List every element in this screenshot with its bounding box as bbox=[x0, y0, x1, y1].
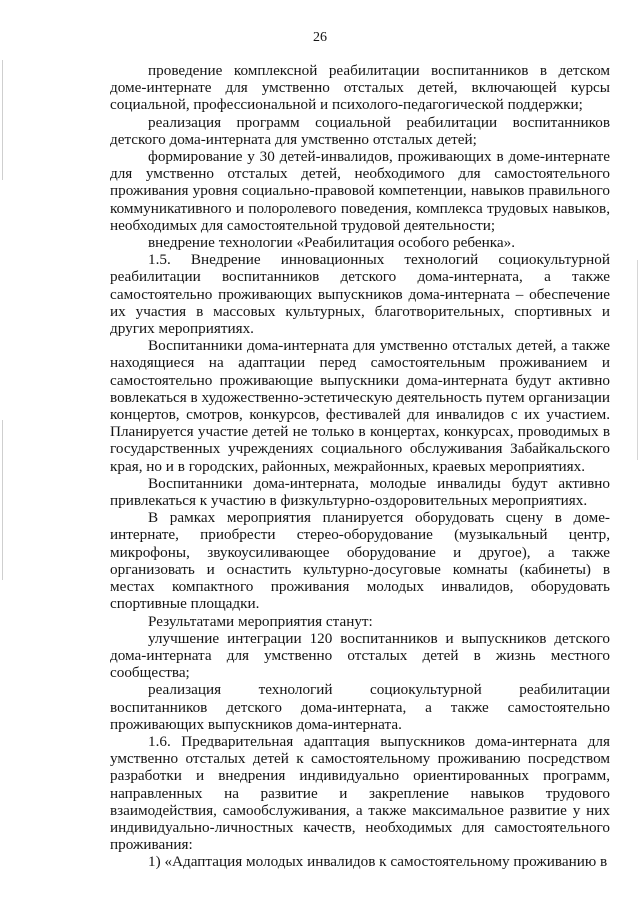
scan-edge-left bbox=[2, 60, 3, 180]
paragraph: реализация технологий социокультурной реабилитации воспитанников детского дома-интерната, а также самостоятельно проживающих выпускников дома-интерната. bbox=[110, 681, 610, 733]
scan-edge-right bbox=[637, 260, 638, 460]
paragraph: В рамках мероприятия планируется оборудовать сцену в доме-интернате, приобрести стерео-оборудование (музыкальный центр, микрофоны, звукоусиливающее оборудование и другое), а также организовать и оснастить культурно-досуговые комнаты (кабинеты) в местах компактного проживания молодых инвалидов, оборудовать спортивные площадки. bbox=[110, 509, 610, 613]
paragraph: Воспитанники дома-интерната, молодые инвалиды будут активно привлекаться к участию в физкультурно-оздоровительных мероприятиях. bbox=[110, 474, 610, 510]
paragraph: Воспитанники дома-интерната для умственно отсталых детей, а также находящиеся на адаптации перед самостоятельным проживанием и самостоятельно проживающие выпускники дома-интерната будут активно вовлекаться в художественно-эстетическую деятельность путем организации концертов, смотров, конкурсов, фестивалей для инвалидов с их участием. Планируется участие детей не только в концертах, конкурсах, проводимых в государственных учреждениях социального обслуживания Забайкальского края, но и в городских, районных, межрайонных, краевых мероприятиях. bbox=[110, 337, 610, 475]
paragraph: реализация программ социальной реабилитации воспитанников детского дома-интерната для умственно отсталых детей; bbox=[110, 113, 610, 148]
paragraph: 1.6. Предварительная адаптация выпускников дома-интерната для умственно отсталых детей к самостоятельному проживанию посредством разработки и внедрения индивидуально ориентированных программ, направленных на развитие и закрепление навыков трудового взаимодействия, самообслуживания, а также максимальное развитие у них индивидуально-личностных качеств, необходимых для самостоятельного проживания: bbox=[110, 732, 610, 854]
paragraph: Результатами мероприятия станут: bbox=[148, 612, 373, 630]
paragraph: 1) «Адаптация молодых инвалидов к самостоятельному проживанию в bbox=[148, 853, 608, 871]
scan-edge-left-lower bbox=[2, 420, 3, 580]
body-text bbox=[110, 62, 610, 871]
paragraph: 1.5. Внедрение инновационных технологий социокультурной реабилитации воспитанников детского дома-интерната, а также самостоятельно проживающих выпускников дома-интерната – обеспечение их участия в массовых культурных, благотворительных, спортивных и других мероприятиях. bbox=[110, 251, 610, 338]
paragraph: проведение комплексной реабилитации воспитанников в детском доме-интернате для умственно отсталых детей, включающей курсы социальной, профессиональной и психолого-педагогической поддержки; bbox=[110, 62, 610, 114]
paragraph: внедрение технологии «Реабилитация особого ребенка». bbox=[148, 234, 515, 252]
paragraph: формирование у 30 детей-инвалидов, проживающих в доме-интернате для умственно отсталых детей, необходимого для самостоятельного проживания уровня социально-правовой компетенции, навыков правильного коммуникативного и полоролевого поведения, комплекса трудовых навыков, необходимых для самостоятельной трудовой деятельности; bbox=[110, 148, 610, 234]
page-number: 26 bbox=[313, 30, 327, 45]
paragraph: улучшение интеграции 120 воспитанников и выпускников детского дома-интерната для умственно отсталых детей в жизнь местного сообщества; bbox=[110, 629, 610, 682]
